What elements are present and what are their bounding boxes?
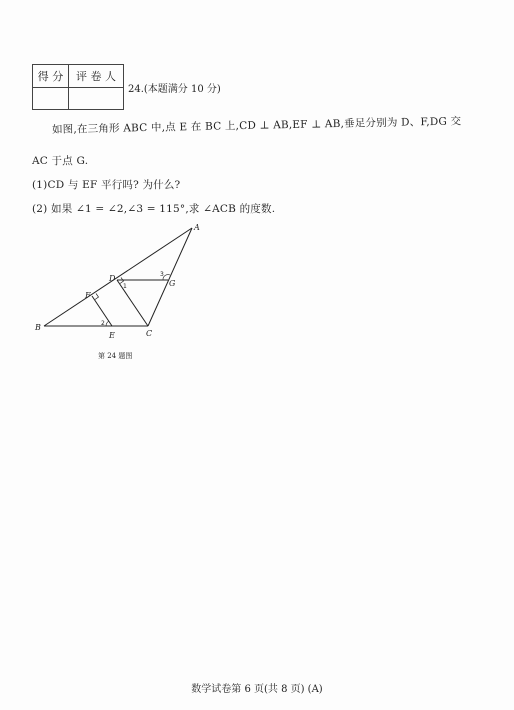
label-B: B — [35, 323, 41, 332]
label-G: G — [169, 279, 176, 288]
grader-header: 评 卷 人 — [69, 65, 123, 88]
page-footer: 数学试卷第 6 页(共 8 页) (A) — [191, 684, 323, 695]
label-C: C — [146, 329, 153, 338]
question-heading: 24.(本题满分 10 分) — [128, 84, 221, 95]
question-stem-line2: AC 于点 G. — [32, 155, 89, 167]
question-part1: (1)CD 与 EF 平行吗? 为什么? — [32, 179, 181, 191]
right-angle-mark-F — [95, 294, 99, 300]
score-header: 得 分 — [33, 65, 69, 88]
score-box — [32, 64, 124, 110]
question-part2: (2) 如果 ∠1 = ∠2,∠3 = 115°,求 ∠ACB 的度数. — [32, 203, 276, 215]
label-F: F — [85, 291, 91, 300]
grader-cell — [69, 88, 123, 110]
label-E: E — [109, 331, 115, 340]
score-cell — [33, 88, 69, 110]
geometry-figure — [32, 218, 212, 348]
figure-caption: 第 24 题图 — [98, 352, 133, 360]
question-stem-line1: 如图,在三角形 ABC 中,点 E 在 BC 上,CD ⊥ AB,EF ⊥ AB,垂足分别为 D、F,DG 交 — [51, 115, 462, 136]
angle-label-3: 3 — [160, 271, 164, 278]
segment-CD — [117, 280, 148, 326]
angle-arc-2 — [106, 321, 109, 326]
label-A: A — [194, 223, 200, 232]
angle-label-2: 2 — [101, 320, 105, 327]
label-D: D — [109, 274, 116, 283]
angle-label-1: 1 — [123, 283, 127, 290]
